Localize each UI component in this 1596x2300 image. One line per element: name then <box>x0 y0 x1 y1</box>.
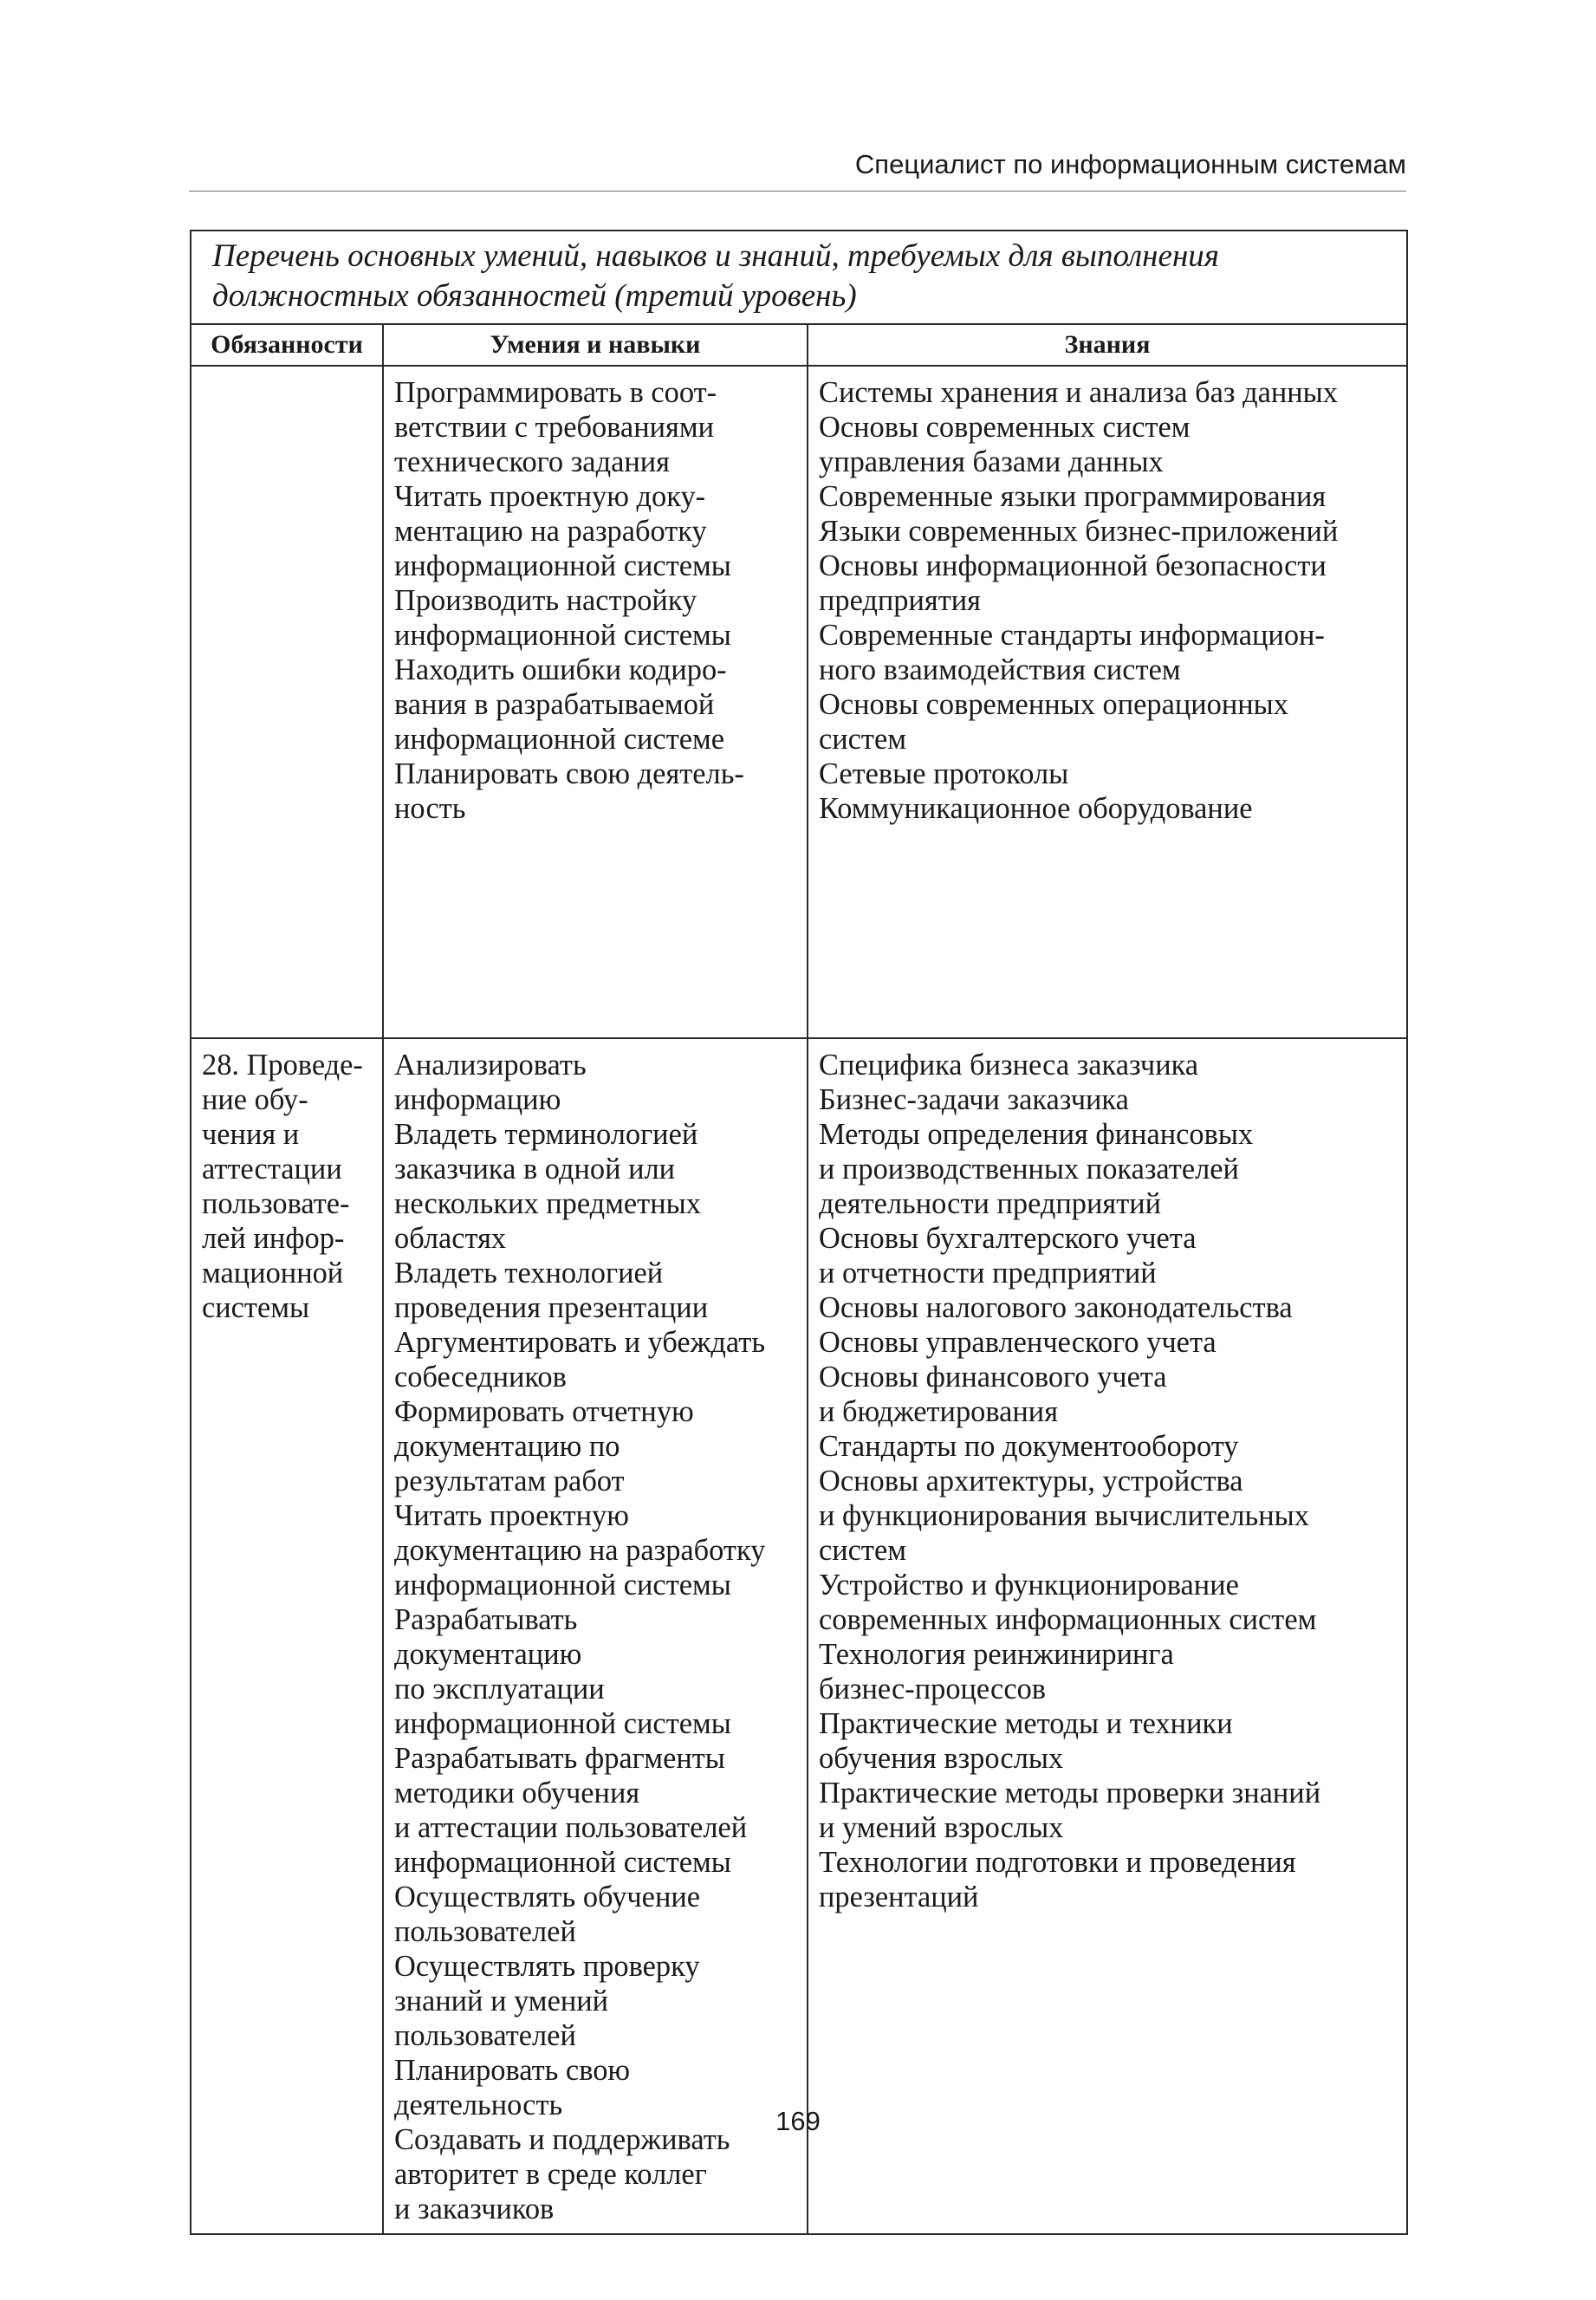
text-line: современных информационных систем <box>819 1603 1317 1636</box>
text-line: проведения презентации <box>394 1291 709 1324</box>
text-line: ного взаимодействия систем <box>819 653 1181 686</box>
text-line: Технологии подготовки и проведения <box>819 1846 1296 1879</box>
text-line: Читать проектную <box>394 1499 629 1532</box>
text-line: Программировать в соот- <box>394 376 717 409</box>
text-line: Осуществлять обучение <box>394 1881 701 1913</box>
text-line: информационной системы <box>394 549 731 582</box>
page-number: 169 <box>775 2106 821 2136</box>
text-line: Владеть терминологией <box>394 1118 698 1151</box>
table-caption <box>191 231 1407 324</box>
text-line: лей инфор- <box>202 1222 345 1255</box>
text-line: информационной системы <box>394 619 731 652</box>
text-line: аттестации <box>202 1153 342 1186</box>
text-line: пользователей <box>394 1915 576 1948</box>
text-line: Анализировать <box>394 1049 587 1082</box>
text-line: Основы бухгалтерского учета <box>819 1222 1197 1255</box>
text-line: бизнес-процессов <box>819 1673 1047 1706</box>
text-line: Аргументировать и убеждать <box>394 1326 766 1359</box>
text-line: и умений взрослых <box>819 1811 1064 1844</box>
text-line: методики обучения <box>394 1777 640 1809</box>
text-line: деятельность <box>394 2089 563 2121</box>
text-line: Практические методы и техники <box>819 1707 1233 1740</box>
text-line: знаний и умений <box>394 1985 609 2017</box>
text-line: Современные стандарты информацион- <box>819 619 1325 652</box>
text-line: областях <box>394 1222 507 1255</box>
text-line: Основы архитектуры, устройства <box>819 1465 1243 1498</box>
text-line: Основы современных систем <box>819 411 1191 444</box>
text-line: деятельности предприятий <box>819 1187 1162 1220</box>
column-header-skills: Умения и навыки <box>383 324 808 366</box>
caption-row <box>191 231 1407 324</box>
duties-cell <box>191 1038 383 2234</box>
text-line: систем <box>819 1534 906 1567</box>
text-line: вания в разрабатываемой <box>394 688 715 721</box>
table-row <box>191 366 1407 1038</box>
text-line: результатам работ <box>394 1465 625 1498</box>
text-line: нескольких предметных <box>394 1187 701 1220</box>
text-line: собеседников <box>394 1361 567 1394</box>
skills-cell <box>383 1038 808 2234</box>
text-line: и бюджетирования <box>819 1395 1059 1428</box>
text-line: обучения взрослых <box>819 1742 1064 1775</box>
text-line: Основы современных операционных <box>819 688 1288 721</box>
text-line: Стандарты по документообороту <box>819 1430 1239 1463</box>
text-line: авторитет в среде коллег <box>394 2158 707 2191</box>
text-line: Бизнес-задачи заказчика <box>819 1083 1129 1116</box>
column-header-knowledge: Знания <box>808 324 1407 366</box>
text-line: Основы управленческого учета <box>819 1326 1216 1359</box>
text-line: Методы определения финансовых <box>819 1118 1254 1151</box>
text-line: информационной системы <box>394 1569 731 1602</box>
text-line: документацию <box>394 1638 582 1671</box>
text-line: документацию на разработку <box>394 1534 766 1567</box>
text-line: презентаций <box>819 1881 979 1913</box>
text-line: Находить ошибки кодиро- <box>394 653 727 686</box>
text-line: пользовате- <box>202 1187 350 1220</box>
text-line: мационной <box>202 1257 344 1290</box>
text-line: Устройство и функционирование <box>819 1569 1239 1602</box>
text-line: ность <box>394 792 466 825</box>
caption-line: должностных обязанностей (третий уровень) <box>212 278 857 314</box>
table-row <box>191 1038 1407 2234</box>
text-line: по эксплуатации <box>394 1673 605 1706</box>
text-line: информационной системы <box>394 1846 731 1879</box>
text-line: систем <box>819 723 906 756</box>
skills-table <box>190 230 1408 2235</box>
text-line: Основы налогового законодательства <box>819 1291 1293 1324</box>
text-line: Технология реинжиниринга <box>819 1638 1174 1671</box>
text-line: Основы финансового учета <box>819 1361 1167 1394</box>
text-line: чения и <box>202 1118 300 1151</box>
knowledge-cell <box>808 1038 1407 2234</box>
knowledge-cell <box>808 366 1407 1038</box>
text-line: Создавать и поддерживать <box>394 2123 730 2156</box>
text-line: ветствии с требованиями <box>394 411 714 444</box>
text-line: и заказчиков <box>394 2193 555 2225</box>
text-line: Практические методы проверки знаний <box>819 1777 1321 1809</box>
text-line: Языки современных бизнес-приложений <box>819 515 1339 548</box>
text-line: 28. Проведе- <box>202 1049 363 1082</box>
text-line: технического задания <box>394 445 670 478</box>
text-line: Коммуникационное оборудование <box>819 792 1253 825</box>
text-line: Планировать свою деятель- <box>394 757 744 790</box>
text-line: предприятия <box>819 584 981 617</box>
text-line: Читать проектную доку- <box>394 480 706 513</box>
text-line: пользователей <box>394 2019 576 2052</box>
text-line: Специфика бизнеса заказчика <box>819 1049 1199 1082</box>
caption-line: Перечень основных умений, навыков и знаний, требуемых для выполнения <box>212 238 1219 274</box>
text-line: информационной системе <box>394 723 725 756</box>
text-line: Сетевые протоколы <box>819 757 1069 790</box>
text-line: Системы хранения и анализа баз данных <box>819 376 1338 409</box>
duties-cell <box>191 366 383 1038</box>
column-header-duties: Обязанности <box>191 324 383 366</box>
column-header-row <box>191 324 1407 366</box>
running-header: Специалист по информационным системам <box>189 146 1406 192</box>
text-line: Формировать отчетную <box>394 1395 694 1428</box>
text-line: Планировать свою <box>394 2054 631 2087</box>
text-line: заказчика в одной или <box>394 1153 676 1186</box>
text-line: и отчетности предприятий <box>819 1257 1157 1290</box>
text-line: Разрабатывать фрагменты <box>394 1742 725 1775</box>
text-line: информацию <box>394 1083 561 1116</box>
text-line: Производить настройку <box>394 584 697 617</box>
text-line: Разрабатывать <box>394 1603 578 1636</box>
text-line: системы <box>202 1291 310 1324</box>
text-line: Современные языки программирования <box>819 480 1327 513</box>
text-line: Осуществлять проверку <box>394 1950 700 1983</box>
text-line: Основы информационной безопасности <box>819 549 1327 582</box>
text-line: информационной системы <box>394 1707 731 1740</box>
text-line: ментацию на разработку <box>394 515 707 548</box>
skills-cell <box>383 366 808 1038</box>
text-line: и аттестации пользователей <box>394 1811 748 1844</box>
text-line: документацию по <box>394 1430 620 1463</box>
text-line: и функционирования вычислительных <box>819 1499 1309 1532</box>
text-line: и производственных показателей <box>819 1153 1239 1186</box>
text-line: Владеть технологией <box>394 1257 664 1290</box>
text-line: ние обу- <box>202 1083 308 1116</box>
text-line: управления базами данных <box>819 445 1164 478</box>
